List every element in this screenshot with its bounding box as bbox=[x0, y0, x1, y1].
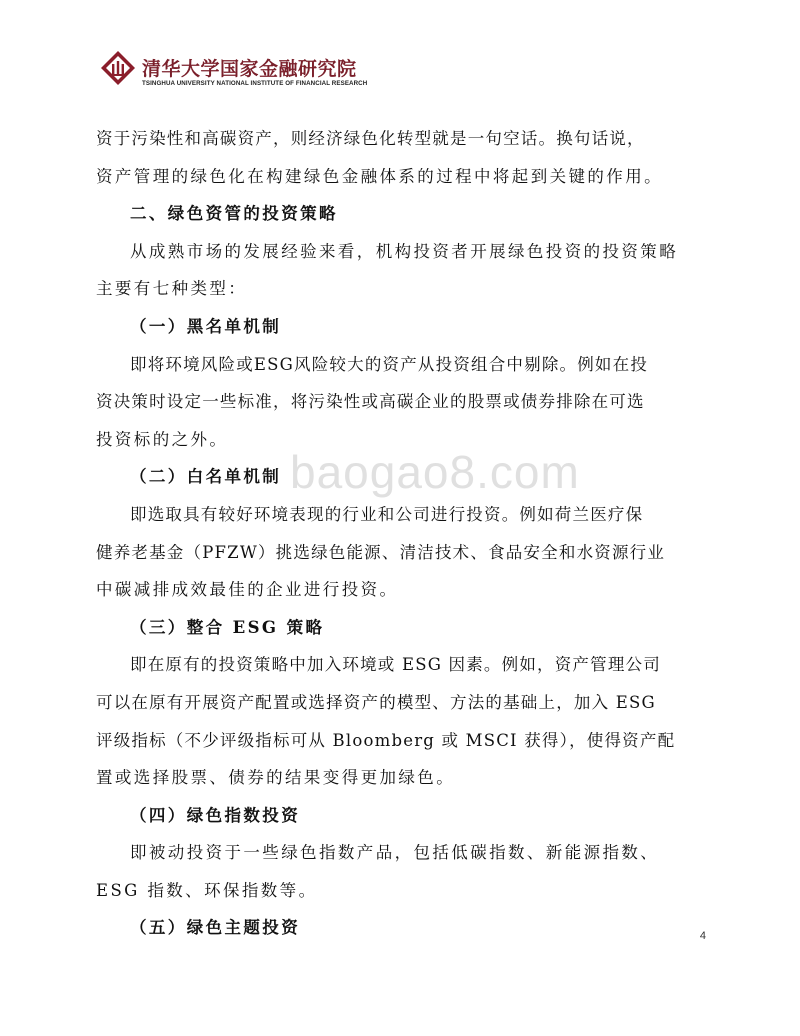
paragraph-line: 即在原有的投资策略中加入环境或 ESG 因素。例如，资产管理公司 bbox=[130, 655, 661, 675]
paragraph-line: 中碳减排成效最佳的企业进行投资。 bbox=[96, 580, 399, 600]
org-name-en: TSINGHUA UNIVERSITY NATIONAL INSTITUTE OF FINANCIAL RESEARCH bbox=[142, 80, 368, 87]
subsection-heading: （二）白名单机制 bbox=[130, 467, 282, 487]
paragraph-line: 资产管理的绿色化在构建绿色金融体系的过程中将起到关键的作用。 bbox=[96, 166, 663, 186]
paragraph-line: 资于污染性和高碳资产，则经济绿色化转型就是一句空话。换句话说， bbox=[96, 129, 645, 148]
paragraph-line: 置或选择股票、债券的结果变得更加绿色。 bbox=[96, 768, 456, 788]
document-body bbox=[96, 120, 706, 947]
paragraph-line: 即将环境风险或ESG风险较大的资产从投资组合中剔除。例如在投 bbox=[130, 354, 649, 374]
page-number: 4 bbox=[699, 930, 706, 942]
paragraph-line: 主要有七种类型： bbox=[96, 279, 248, 299]
document-header bbox=[100, 50, 500, 94]
paragraph-line: ESG 指数、环保指数等。 bbox=[96, 880, 318, 900]
paragraph-line: 可以在原有开展资产配置或选择资产的模型、方法的基础上，加入 ESG bbox=[96, 692, 656, 712]
watermark: baogao8.com bbox=[290, 446, 580, 498]
paragraph-line: 即被动投资于一些绿色指数产品，包括低碳指数、新能源指数、 bbox=[130, 843, 660, 863]
org-name-cn: 清华大学国家金融研究院 bbox=[142, 58, 357, 80]
paragraph-line: 健养老基金（PFZW）挑选绿色能源、清洁技术、食品安全和水资源行业 bbox=[96, 542, 666, 562]
section-heading: 二、绿色资管的投资策略 bbox=[130, 204, 338, 224]
subsection-heading: （五）绿色主题投资 bbox=[130, 918, 301, 938]
paragraph-line: 从成熟市场的发展经验来看，机构投资者开展绿色投资的投资策略 bbox=[130, 241, 679, 261]
subsection-heading: （三）整合 ESG 策略 bbox=[130, 617, 325, 637]
paragraph-line: 即选取具有较好环境表现的行业和公司进行投资。例如荷兰医疗保 bbox=[130, 504, 644, 524]
tsinghua-building-logo-icon bbox=[100, 50, 136, 86]
subsection-heading: （四）绿色指数投资 bbox=[130, 805, 301, 825]
paragraph-line: 投资标的之外。 bbox=[96, 429, 229, 449]
subsection-heading: （一）黑名单机制 bbox=[130, 316, 282, 336]
paragraph-line: 评级指标（不少评级指标可从 Bloomberg 或 MSCI 获得），使得资产配 bbox=[96, 730, 676, 750]
paragraph-line: 资决策时设定一些标准，将污染性或高碳企业的股票或债券排除在可选 bbox=[96, 392, 645, 412]
